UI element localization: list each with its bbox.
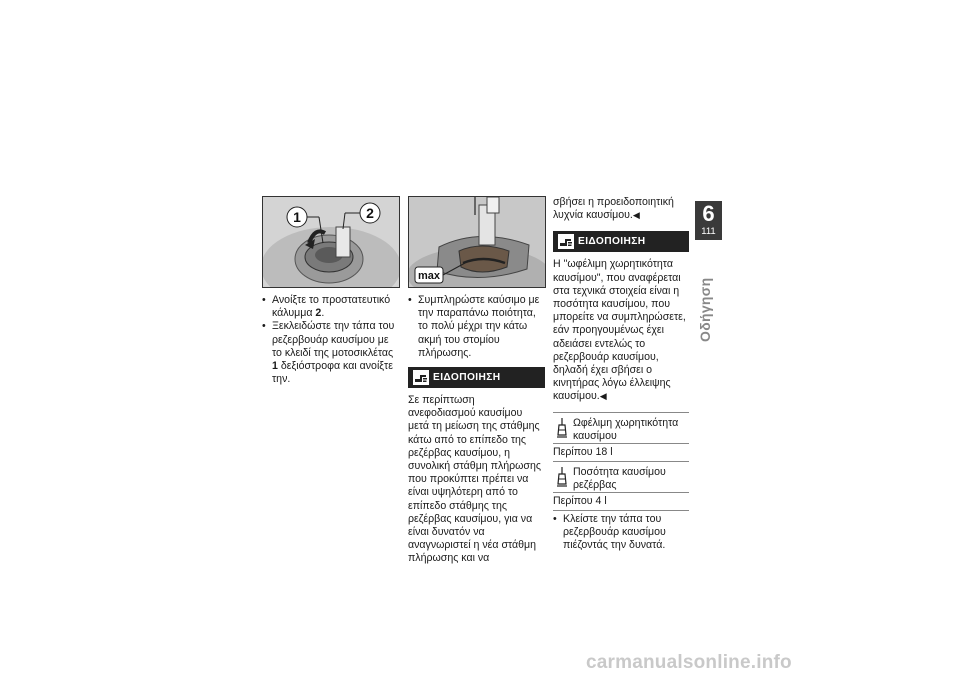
pointing-hand-icon <box>558 234 574 249</box>
lead-text: σβήσει η προειδοποιητική λυχνία καυσίμου.◀ <box>553 196 674 222</box>
chapter-tab <box>695 201 722 240</box>
steps-list-3 <box>553 513 689 553</box>
warning-text-1: Σε περίπτωση ανεφοδιασμού καυσίμου μετά τη μείωση της στάθμης κάτω από το επίπεδο της ρεζέρβας καυσίμου, η συνολική στάθμη πλήρωσης που προκύπτει πρέπει να είναι υψηλότερη από το επίπεδο στάθμης της ρεζέρβας καυσίμου, για να είναι δυνατόν να αναγνωριστεί η νέα στάθμη πλήρωσης και να <box>408 394 541 565</box>
end-mark-icon: ◀ <box>632 210 640 221</box>
spec-usable-capacity <box>553 412 689 462</box>
spec2-label: Ποσότητα καυσίμου ρεζέρβας <box>573 465 666 491</box>
chapter-number: 6 <box>702 201 715 226</box>
pointing-hand-icon <box>413 370 429 385</box>
watermark: carmanualsonline.info <box>586 652 792 673</box>
fuel-pump-icon <box>555 466 569 488</box>
warning-title: ΕΙΔΟΠΟΙΗΣΗ <box>578 236 646 248</box>
chapter-side-label: Οδήγηση <box>697 277 713 342</box>
step-unlock-cap: • Ξεκλειδώστε την τάπα του ρεζερβουάρ καυσίμου με το κλειδί της μοτοσικλέτας 1 δεξιόστροφα και ανοίξτε την. <box>262 320 400 386</box>
max-label: max <box>417 270 441 282</box>
end-mark-icon: ◀ <box>599 391 607 402</box>
filler-neck-illustration <box>409 197 545 287</box>
filler-neck-photo <box>408 196 546 288</box>
column-1 <box>262 196 400 386</box>
column-3 <box>553 196 689 552</box>
fuel-cap-photo <box>262 196 400 288</box>
step-open-cover: • Ανοίξτε το προστατευτικό κάλυμμα 2. <box>262 294 400 320</box>
page-number: 111 <box>701 226 716 237</box>
steps-list-2 <box>408 294 545 360</box>
callout-1: 1 <box>293 209 301 225</box>
step-fill-fuel: • Συμπληρώστε καύσιμο με την παραπάνω ποιότητα, το πολύ μέχρι την κάτω ακμή του στομίου πλήρωσης. <box>408 294 545 360</box>
warning-header-1 <box>408 367 545 388</box>
steps-list-1 <box>262 294 400 386</box>
fuel-pump-icon <box>555 417 569 439</box>
spec2-value: Περίπου 4 l <box>553 492 689 511</box>
spec1-value: Περίπου 18 l <box>553 443 689 462</box>
warning-text-2: Η "ωφέλιμη χωρητικότητα καυσίμου", που αναφέρεται στα τεχνικά στοιχεία είναι η ποσότητα καυσίμου, που μπορείτε να συμπληρώσετε, εάν προηγουμένως έχει αδειάσει εντελώς το ρεζερβουάρ καυσίμου, δηλαδή έχει σβήσει ο κινητήρας λόγω έλλειψης καυσίμου.◀ <box>553 258 686 403</box>
step-close-cap: • Κλείστε την τάπα του ρεζερβουάρ καυσίμου πιέζοντάς την δυνατά. <box>553 513 689 553</box>
fuel-cap-illustration <box>263 197 399 287</box>
warning-title: ΕΙΔΟΠΟΙΗΣΗ <box>433 372 501 384</box>
warning-header-2 <box>553 231 689 252</box>
column-2 <box>408 196 545 566</box>
callout-2: 2 <box>366 205 374 221</box>
spec-reserve <box>553 462 689 511</box>
spec1-label: Ωφέλιμη χωρητικότητα καυσίμου <box>573 416 679 442</box>
